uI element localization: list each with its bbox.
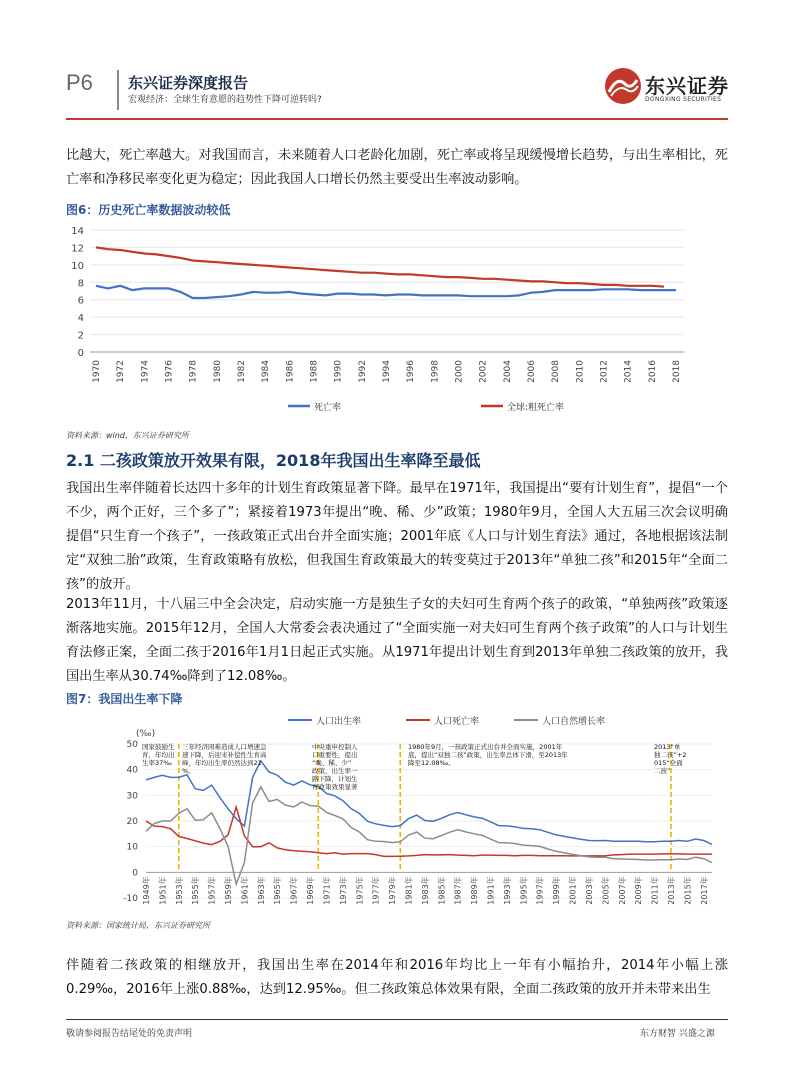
y-tick-label: 40	[126, 765, 138, 776]
annotation-line: 独二孩”+2	[654, 751, 687, 759]
x-tick-label: 1997年	[535, 876, 545, 905]
logo-en: DONGXING SECURITIES	[645, 96, 722, 103]
y-tick-label: 4	[77, 313, 84, 325]
x-tick-label: 1965年	[273, 876, 283, 905]
x-tick-label: 1951年	[158, 876, 168, 905]
x-tick-label: 1970	[92, 360, 102, 383]
header-divider	[117, 70, 119, 110]
x-tick-label: 1998	[430, 360, 441, 383]
paragraph-2: 我国出生率伴随着长达四十多年的计划生育政策显著下降。最早在1971年，我国提出“要有计划生育”，提倡“一个不少，两个正好，三个多了”；紧接着1973年提出“晚、稀、少”政策；1980年9月，全国人大五届三次会议明确提倡“只生育一个孩子”，一孩政策正式出台并全面实施；2001年底《人口与计划生育法》通过，各地根据该法制定“双独二胎”政策，生育政策略有放松，但我国生育政策最大的转变莫过于2013年“单独二孩”和2015年“全面二孩”的放开。	[66, 481, 728, 592]
x-tick-label: 1975年	[355, 876, 365, 905]
x-tick-label: 1953年	[174, 876, 184, 905]
x-tick-label: 1955年	[191, 876, 201, 905]
legend-label-1: 死亡率	[314, 403, 342, 413]
x-tick-label: 2005年	[601, 876, 611, 905]
y-tick-label: 14	[71, 226, 84, 237]
x-tick-label: 1979年	[388, 876, 398, 905]
paragraph-4: 伴随着二孩政策的相继放开，我国出生率在2014年和2016年均比上一年有小幅抬升，2014年小幅上涨0.29‰，2016年上涨0.88‰，达到12.95‰。但二孩政策总体效果有限，全面二孩政策的放开并未带来出生	[66, 958, 728, 997]
fig7-title: 图7：我国出生率下降	[66, 692, 183, 706]
annotation-line: 路下降，计划生	[312, 775, 358, 783]
footer-disclaimer: 敬请参阅报告结尾处的免责声明	[66, 1029, 193, 1039]
annotation-line: 速下降，后迎来补偿性生育高	[182, 751, 267, 759]
x-tick-label: 1961年	[240, 876, 250, 905]
legend-label-3: 人口自然增长率	[542, 717, 606, 727]
x-tick-label: 2007年	[617, 876, 627, 905]
x-tick-label: 1959年	[224, 876, 234, 905]
series-line-3	[146, 787, 712, 884]
x-tick-label: 2016	[647, 360, 658, 383]
x-tick-label: 1987年	[453, 876, 463, 905]
x-tick-label: 2003年	[584, 876, 594, 905]
logo-mark-icon	[603, 66, 643, 106]
series-line-2	[146, 807, 712, 856]
fig6-title: 图6：历史死亡率数据波动较低	[66, 203, 231, 217]
x-tick-label: 1989年	[470, 876, 480, 905]
x-tick-label: 1986	[285, 360, 296, 383]
x-tick-label: 2009年	[634, 876, 644, 905]
annotation-line: “晚、稀、少”	[312, 759, 352, 767]
y-tick-label: 0	[132, 868, 138, 879]
x-tick-label: 1999年	[552, 876, 562, 905]
annotation-line: 2013“单	[654, 743, 681, 751]
x-tick-label: 1995年	[519, 876, 529, 905]
x-tick-label: 1971年	[322, 876, 332, 905]
annotation-line: 二孩”	[654, 767, 671, 775]
y-tick-label: 2	[77, 330, 84, 342]
logo-cn: 东兴证券	[645, 74, 729, 98]
y-tick-label: -10	[123, 894, 138, 904]
y-tick-label: 50	[126, 740, 138, 750]
legend-label-2: 全球:粗死亡率	[507, 403, 565, 413]
annotation-line: 中央重申控制人	[312, 743, 358, 751]
x-tick-label: 1990	[333, 360, 344, 383]
annotation-line: 降至12.08‰。	[408, 759, 455, 767]
x-tick-label: 1973年	[338, 876, 348, 905]
x-tick-label: 2013年	[666, 876, 676, 905]
x-tick-label: 2018	[672, 360, 682, 383]
annotation-line: %。	[182, 767, 195, 775]
annotation-line: 育政策效果显著	[312, 783, 358, 791]
annotation-line: 峰，年均出生率仍然达到21	[182, 759, 262, 767]
series-line-1	[146, 761, 712, 845]
birth-rate-chart	[66, 712, 728, 910]
legend-label-1: 人口出生率	[316, 717, 362, 727]
annotation-line: 国家鼓励生	[142, 743, 175, 751]
x-tick-label: 1957年	[207, 876, 217, 905]
fig6-source: 资料来源：wind，东兴证券研究所	[66, 431, 189, 440]
y-tick-label: 8	[77, 278, 84, 290]
fig7-source: 资料来源：国家统计局，东兴证券研究所	[66, 921, 210, 930]
y-tick-label: 6	[77, 295, 84, 307]
annotation-line: 1980年9月，一孩政策正式出台并全面实施，2001年	[408, 743, 563, 751]
x-tick-label: 1963年	[256, 876, 266, 905]
header-rule	[66, 118, 728, 120]
annotation-4	[408, 742, 568, 767]
x-tick-label: 1984	[261, 360, 272, 383]
annotation-line: 口重要性，提出	[312, 751, 358, 759]
x-tick-label: 2000	[454, 360, 465, 383]
x-tick-label: 2017年	[699, 876, 709, 905]
x-tick-label: 1982	[237, 360, 247, 383]
x-tick-label: 1988	[309, 360, 320, 383]
paragraph-1: 比越大，死亡率越大。对我国而言，未来随着人口老龄化加剧，死亡率或将呈现缓慢增长趋势，与出生率相比，死亡率和净移民率变化更为稳定；因此我国人口增长仍然主要受出生率波动影响。	[66, 148, 728, 187]
y-tick-label: 0	[77, 348, 84, 359]
annotation-line: 育，年均出	[142, 751, 175, 759]
x-tick-label: 1972	[116, 360, 127, 383]
death-rate-chart	[66, 218, 728, 418]
annotation-line: 三年经济困难造成人口增速急	[182, 743, 267, 751]
x-tick-label: 2006	[527, 360, 537, 383]
page-number: P6	[66, 70, 93, 95]
x-tick-label: 2008	[551, 359, 562, 383]
x-tick-label: 1992	[357, 360, 368, 383]
series-line-1	[96, 286, 676, 298]
legend-label-2: 人口死亡率	[434, 717, 480, 727]
section-title: 2.1 二孩政策放开效果有限，2018年我国出生率降至最低	[66, 451, 481, 470]
x-tick-label: 2012	[599, 360, 610, 383]
x-tick-label: 1991年	[486, 876, 496, 905]
footer-slogan: 东方财智 兴盛之源	[640, 1029, 715, 1039]
annotation-line: 015“全面	[654, 759, 683, 767]
x-tick-label: 2004	[502, 360, 513, 383]
x-tick-label: 1981年	[404, 876, 414, 905]
y-tick-label: 20	[126, 817, 138, 827]
x-tick-label: 1983年	[420, 876, 430, 905]
x-tick-label: 2014	[623, 360, 634, 383]
x-tick-label: 2015年	[683, 876, 693, 905]
x-tick-label: 1969年	[306, 876, 316, 905]
report-title: 东兴证券深度报告	[128, 74, 249, 92]
x-tick-label: 2010	[575, 360, 586, 383]
x-tick-label: 1985年	[437, 876, 447, 905]
annotation-3	[312, 742, 358, 791]
footer-rule	[66, 1019, 728, 1020]
x-tick-label: 1994	[382, 360, 392, 383]
paragraph-3: 2013年11月，十八届三中全会决定，启动实施一方是独生子女的夫妇可生育两个孩子的政策，“单独两孩”政策逐渐落地实施。2015年12月，全国人大常委会表决通过了“全面实施一对夫妇可生育两个孩子政策”的人口与计划生育法修正案，全面二孩于2016年1月1日起正式实施。从1971年提出计划生育到2013年单独二孩政策的放开，我国出生率从30.74‰降到了12.08‰。	[66, 597, 728, 684]
x-tick-label: 1949年	[142, 876, 151, 905]
y-tick-label: 10	[71, 260, 84, 272]
y-tick-label: 30	[126, 791, 138, 802]
x-tick-label: 1996	[406, 360, 417, 383]
y-axis-unit: (‰)	[136, 729, 156, 739]
annotation-line: 生率37‰	[142, 759, 172, 767]
annotation-line: 底，提出“双独二孩”政策，出生率总体下滑，至2013年	[408, 751, 568, 759]
x-tick-label: 1978	[188, 360, 199, 383]
x-tick-label: 1976	[164, 360, 175, 383]
y-tick-label: 12	[71, 243, 84, 255]
annotation-line: 政策，出生率一	[312, 767, 358, 775]
report-subtitle: 宏观经济：全球生育意愿的趋势性下降可逆转吗?	[128, 95, 322, 105]
series-line-2	[96, 247, 664, 286]
x-tick-label: 2002	[478, 360, 489, 383]
company-logo	[603, 66, 733, 110]
x-tick-label: 1980	[212, 360, 223, 383]
annotation-1	[142, 742, 175, 767]
x-tick-label: 1977年	[371, 876, 381, 905]
x-tick-label: 2011年	[650, 876, 660, 905]
x-tick-label: 1974	[140, 360, 151, 383]
x-tick-label: 1967年	[289, 876, 299, 905]
x-tick-label: 2001年	[568, 876, 578, 905]
x-tick-label: 1993年	[502, 876, 512, 905]
y-tick-label: 10	[126, 842, 138, 853]
